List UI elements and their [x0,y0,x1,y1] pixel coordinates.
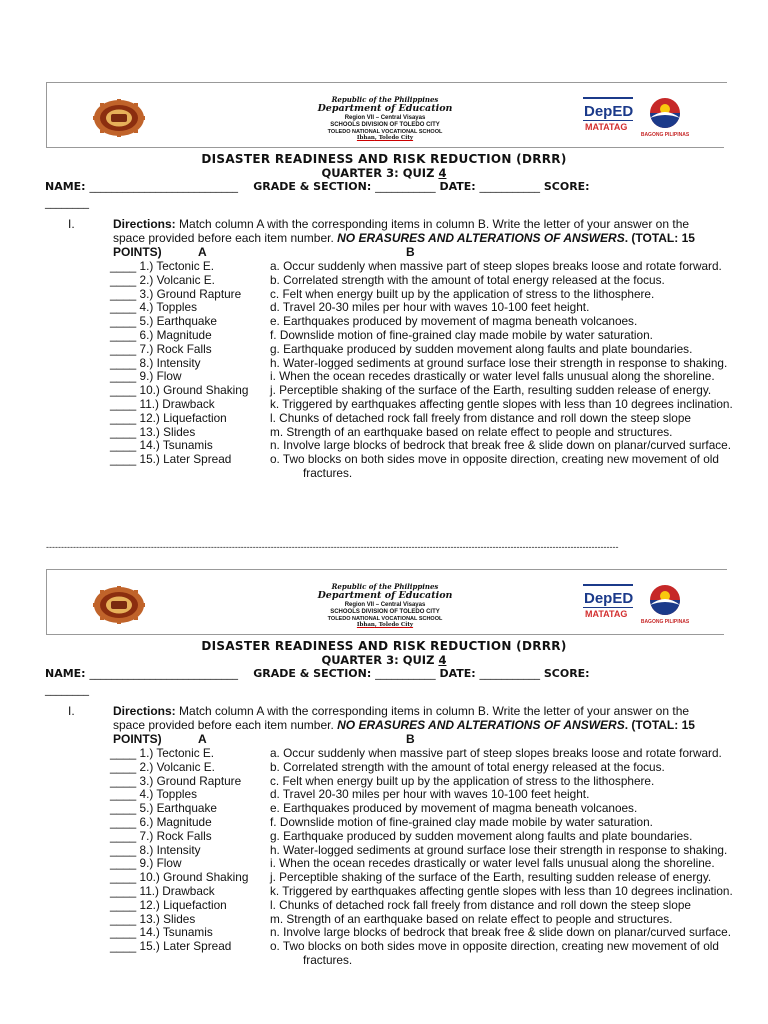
location-text: Ibhan, Toledo City [356,622,414,629]
deped-letterhead [290,96,480,141]
section-number: I. [68,217,75,231]
list-item [0,383,768,397]
column-b-item: e. Earthquakes produced by movement of magma beneath volcanoes. [270,801,638,816]
column-a-item[interactable]: ____ 9.) Flow [110,856,182,871]
column-b-header: B [406,245,415,259]
list-item-continuation [0,953,768,967]
column-b-item: j. Perceptible shaking of the surface of the Earth, resulting sudden release of energy. [270,870,712,885]
list-item [0,787,768,801]
column-a-header: A [198,245,207,259]
quiz-copy-1 [0,0,768,487]
column-a-item[interactable]: ____ 11.) Drawback [110,396,215,411]
grade-section-field[interactable]: ___________ [375,180,436,193]
column-a-item[interactable]: ____ 14.) Tsunamis [110,925,213,940]
column-b-item: g. Earthquake produced by sudden movement along faults and plate boundaries. [270,828,693,843]
column-b-item: a. Occur suddenly when massive part of steep slopes breaks loose and rotate forward. [270,746,722,760]
column-a-item[interactable]: ____ 5.) Earthquake [110,801,217,816]
list-item [0,898,768,912]
column-a-item[interactable]: ____ 11.) Drawback [110,883,215,898]
school-text: TOLEDO NATIONAL VOCATIONAL SCHOOL [327,615,443,622]
column-a-item[interactable]: ____ 15.) Later Spread [110,939,232,954]
column-b-item: f. Downslide motion of fine-grained clay made mobile by water saturation. [270,327,653,342]
list-item [0,397,768,411]
list-item [0,939,768,953]
column-b-item: d. Travel 20-30 miles per hour with waves 10-100 feet height. [270,300,590,315]
column-b-item: c. Felt when energy built up by the application of stress to the lithosphere. [270,286,655,301]
column-a-item[interactable]: ____ 1.) Tectonic E. [110,259,215,273]
list-item [0,815,768,829]
column-a-item[interactable]: ____ 4.) Topples [110,300,198,315]
column-a-item[interactable]: ____ 8.) Intensity [110,355,201,370]
directions: Directions: Match column A with the corresponding items in column B. Write the letter of your answer on the space provided before each item number. NO ERASURES AND ALTERATIONS OF ANSWERS. (TOTAL: 15 POINTS) [113,217,695,259]
list-item [0,411,768,425]
list-item [0,912,768,926]
score-field[interactable]: ________ [45,683,89,696]
date-field[interactable]: ___________ [479,667,540,680]
column-b-item: h. Water-logged sediments at ground surface lose their strength in response to shaking. [270,355,728,370]
column-b-item: e. Earthquakes produced by movement of magma beneath volcanoes. [270,314,638,329]
column-a-item[interactable]: ____ 4.) Topples [110,787,198,802]
column-a-item[interactable]: ____ 7.) Rock Falls [110,828,212,843]
school-seal-logo [93,586,145,624]
svg-text:DepED: DepED [584,103,634,120]
column-b-item: m. Strength of an earthquake based on relate effect to people and structures. [270,424,673,439]
header-rule [46,634,724,635]
list-item [0,774,768,788]
list-item [0,829,768,843]
column-b-item: o. Two blocks on both sides move in opposite direction, creating new movement of old [270,939,719,954]
name-row: NAME: ___________________________ GRADE & SECTION: ___________ DATE: ___________ SCORE: [45,180,590,193]
column-b-item: l. Chunks of detached rock fall freely from distance and roll down the steep slope [270,410,691,425]
list-item [0,884,768,898]
column-a-item[interactable]: ____ 2.) Volcanic E. [110,272,215,287]
section-number: I. [68,704,75,718]
list-item [0,843,768,857]
list-item [0,356,768,370]
cut-line: ----------------------------------------------------------------------------------------------------------------------------------------------------------------------------------------------- [46,542,619,552]
list-item [0,870,768,884]
list-item [0,425,768,439]
list-item [0,342,768,356]
list-item [0,438,768,452]
list-item [0,925,768,939]
bagong-pilipinas-logo [640,96,690,138]
column-a-item[interactable]: ____ 14.) Tsunamis [110,438,213,453]
list-item [0,273,768,287]
column-a-item[interactable]: ____ 3.) Ground Rapture [110,773,242,788]
deped-matatag-logo [582,96,634,136]
column-a-header: A [198,732,207,746]
column-b-header: B [406,732,415,746]
column-b-item: c. Felt when energy built up by the application of stress to the lithosphere. [270,773,655,788]
quiz-subtitle: QUARTER 3: QUIZ 4 [321,166,447,180]
score-field[interactable]: ________ [45,196,89,209]
column-b-item: a. Occur suddenly when massive part of steep slopes breaks loose and rotate forward. [270,259,722,273]
matching-items [0,259,768,480]
column-a-item[interactable]: ____ 8.) Intensity [110,842,201,857]
column-a-item[interactable]: ____ 10.) Ground Shaking [110,383,249,398]
column-a-item[interactable]: ____ 15.) Later Spread [110,452,232,467]
column-b-item: k. Triggered by earthquakes affecting gentle slopes with less than 10 degrees inclination. [270,396,733,411]
location-text: Ibhan, Toledo City [356,135,414,142]
deped-letterhead [290,583,480,628]
deped-matatag-logo [582,583,634,623]
svg-text:BAGONG PILIPINAS: BAGONG PILIPINAS [640,619,690,625]
bagong-pilipinas-logo [640,583,690,625]
list-item-continuation [0,466,768,480]
svg-text:MATATAG: MATATAG [585,122,628,132]
column-b-item: g. Earthquake produced by sudden movement along faults and plate boundaries. [270,341,693,356]
division-text: SCHOOLS DIVISION OF TOLEDO CITY [330,608,440,615]
list-item [0,856,768,870]
column-b-item: l. Chunks of detached rock fall freely from distance and roll down the steep slope [270,897,691,912]
quiz-title: DISASTER READINESS AND RISK REDUCTION (DRRR) [201,152,567,166]
school-seal-logo [93,99,145,137]
name-field[interactable]: ___________________________ [89,667,238,680]
division-text: SCHOOLS DIVISION OF TOLEDO CITY [330,121,440,128]
column-b-item: n. Involve large blocks of bedrock that break free & slide down on planar/curved surface. [270,438,731,453]
region-text: Region VII – Central Visayas [344,114,426,121]
column-b-item: b. Correlated strength with the amount of total energy released at the focus. [270,272,665,287]
column-a-item[interactable]: ____ 12.) Liquefaction [110,410,227,425]
column-b-item: m. Strength of an earthquake based on relate effect to people and structures. [270,911,673,926]
matching-items [0,746,768,967]
column-a-item[interactable]: ____ 12.) Liquefaction [110,897,227,912]
name-field[interactable]: ___________________________ [89,180,238,193]
svg-text:BAGONG PILIPINAS: BAGONG PILIPINAS [640,132,690,138]
column-a-item[interactable]: ____ 7.) Rock Falls [110,341,212,356]
column-b-item: o. Two blocks on both sides move in opposite direction, creating new movement of old [270,452,719,467]
quiz-copy-2 [0,487,768,974]
list-item [0,746,768,760]
column-b-item: i. When the ocean recedes drastically or water level falls unusual along the shoreline. [270,856,715,871]
list-item [0,328,768,342]
list-item [0,314,768,328]
list-item [0,801,768,815]
region-text: Region VII – Central Visayas [344,601,426,608]
column-b-item: k. Triggered by earthquakes affecting gentle slopes with less than 10 degrees inclination. [270,883,733,898]
quiz-title: DISASTER READINESS AND RISK REDUCTION (DRRR) [201,639,567,653]
column-b-item: h. Water-logged sediments at ground surface lose their strength in response to shaking. [270,842,728,857]
continuation-text: fractures. [303,952,353,967]
column-a-item[interactable]: ____ 3.) Ground Rapture [110,286,242,301]
svg-text:MATATAG: MATATAG [585,609,628,619]
column-b-item: i. When the ocean recedes drastically or water level falls unusual along the shoreline. [270,369,715,384]
column-b-item: b. Correlated strength with the amount of total energy released at the focus. [270,759,665,774]
column-b-item: n. Involve large blocks of bedrock that break free & slide down on planar/curved surface. [270,925,731,940]
name-row: NAME: ___________________________ GRADE & SECTION: ___________ DATE: ___________ SCORE: [45,667,590,680]
list-item [0,369,768,383]
column-a-item[interactable]: ____ 6.) Magnitude [110,814,212,829]
column-a-item[interactable]: ____ 13.) Slides [110,424,196,439]
list-item [0,452,768,466]
continuation-text: fractures. [303,465,353,480]
column-a-item[interactable]: ____ 5.) Earthquake [110,314,217,329]
column-b-item: j. Perceptible shaking of the surface of the Earth, resulting sudden release of energy. [270,383,712,398]
column-b-item: f. Downslide motion of fine-grained clay made mobile by water saturation. [270,814,653,829]
directions: Directions: Match column A with the corresponding items in column B. Write the letter of your answer on the space provided before each item number. NO ERASURES AND ALTERATIONS OF ANSWERS. (TOTAL: 15 POINTS) [113,704,695,746]
svg-text:DepED: DepED [584,590,634,607]
column-a-item[interactable]: ____ 1.) Tectonic E. [110,746,215,760]
department-text: Department of Education [317,103,453,115]
list-item [0,760,768,774]
quiz-subtitle: QUARTER 3: QUIZ 4 [321,653,447,667]
column-a-item[interactable]: ____ 9.) Flow [110,369,182,384]
column-b-item: d. Travel 20-30 miles per hour with waves 10-100 feet height. [270,787,590,802]
list-item [0,287,768,301]
column-a-item[interactable]: ____ 10.) Ground Shaking [110,870,249,885]
date-field[interactable]: ___________ [479,180,540,193]
list-item [0,259,768,273]
department-text: Department of Education [317,590,453,602]
column-a-item[interactable]: ____ 13.) Slides [110,911,196,926]
republic-text: Republic of the Philippines [331,95,439,104]
column-a-item[interactable]: ____ 6.) Magnitude [110,327,212,342]
list-item [0,300,768,314]
school-text: TOLEDO NATIONAL VOCATIONAL SCHOOL [327,128,443,135]
republic-text: Republic of the Philippines [331,582,439,591]
grade-section-field[interactable]: ___________ [375,667,436,680]
header-rule [46,147,724,148]
column-a-item[interactable]: ____ 2.) Volcanic E. [110,759,215,774]
